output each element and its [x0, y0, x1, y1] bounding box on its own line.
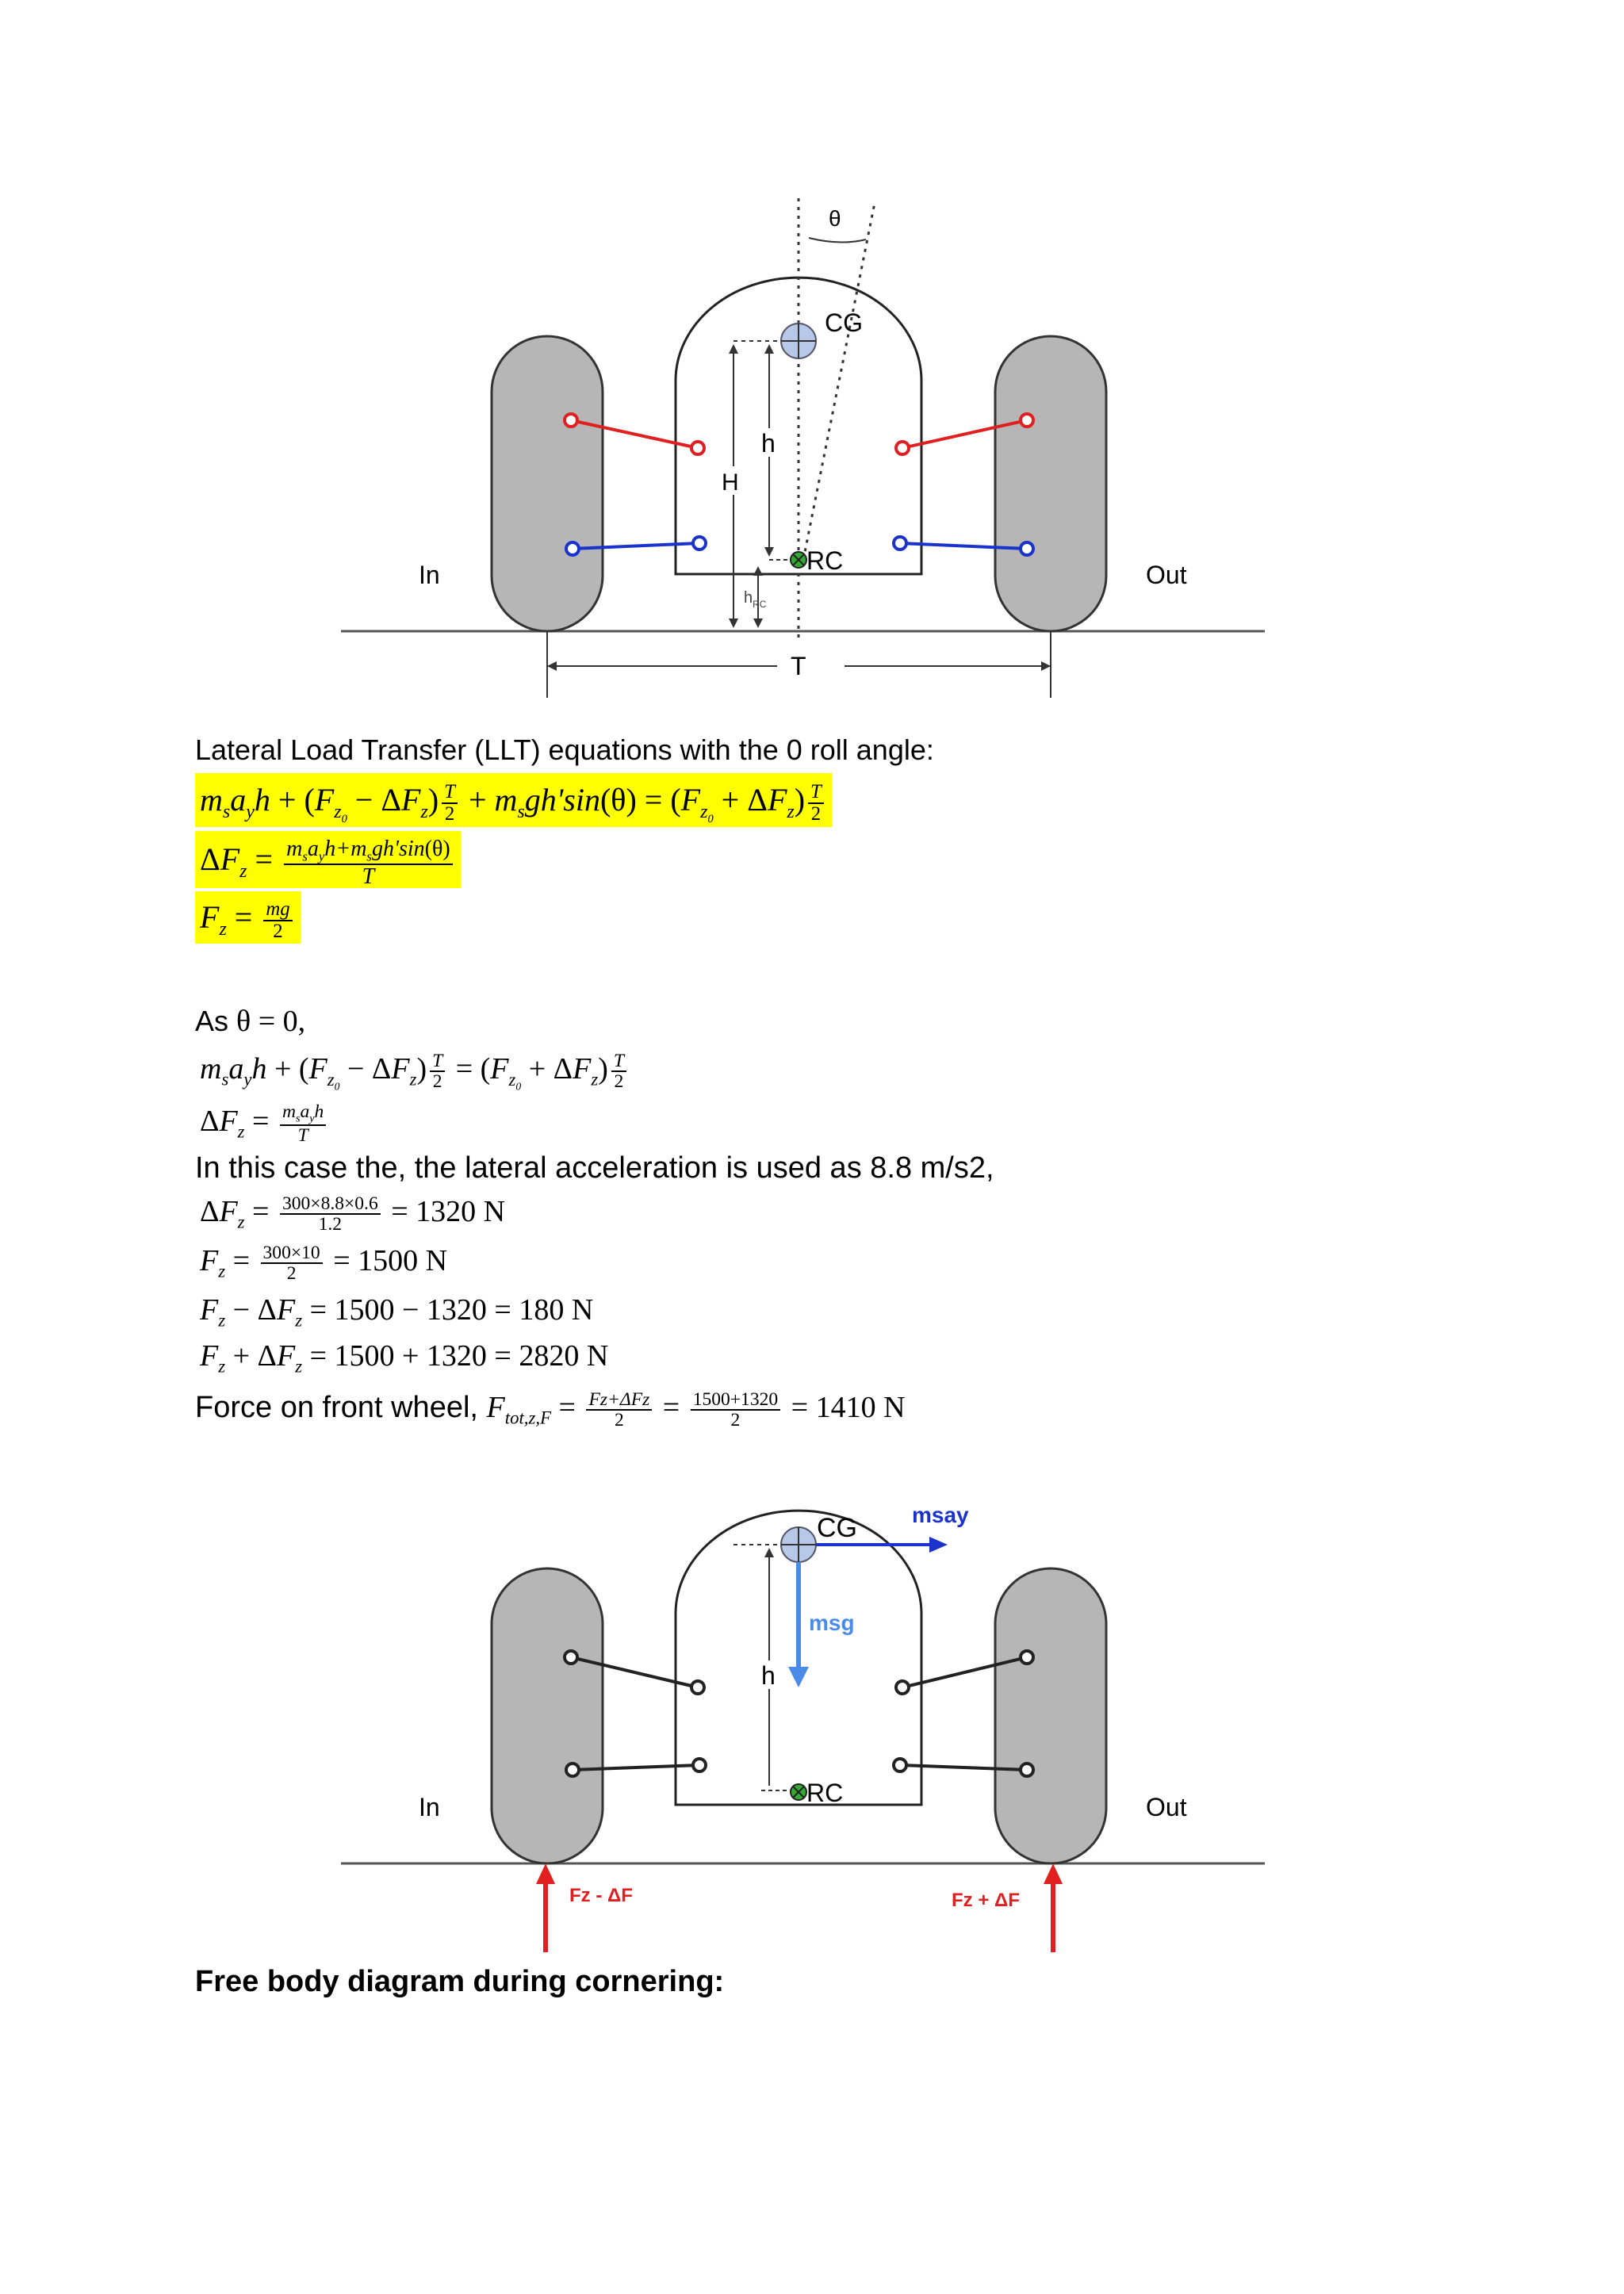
free-body-diagram [333, 1491, 1285, 1967]
rc-label: RC [806, 546, 844, 575]
fz-plus-label: Fz + ΔF [952, 1890, 1020, 1911]
joint [896, 442, 909, 454]
joint [896, 1681, 909, 1694]
H-label: H [722, 469, 739, 496]
hrc-label: $h_{RC}$ [744, 589, 767, 610]
joint [894, 1759, 906, 1771]
fz-minus-label: Fz - ΔF [569, 1885, 633, 1906]
fbd-caption: Free body diagram during cornering: [195, 1965, 725, 1998]
left-wheel [492, 336, 603, 631]
joint [1021, 1651, 1033, 1664]
cg-label: CG [817, 1513, 857, 1543]
msg-label: msg [809, 1610, 855, 1635]
out-label: Out [1146, 1793, 1187, 1821]
calc-fz-minus: $F_z - \Delta F_z = 1500 - 1320 = 180$ N [200, 1293, 594, 1331]
equation-delta-fz-simple: $\Delta F_z$ = $\frac{m_sa_yh}{T}$ [200, 1097, 329, 1145]
equation-fz: $F_z$ = $\frac{mg}{2}$ [195, 891, 301, 944]
llt-heading: Lateral Load Transfer (LLT) equations with the 0 roll angle: [195, 733, 934, 766]
joint [691, 1681, 704, 1694]
in-label: In [419, 1793, 440, 1821]
joint [1021, 1764, 1033, 1776]
right-wheel [995, 336, 1106, 631]
joint [693, 537, 706, 550]
right-wheel [995, 1568, 1106, 1863]
joint [691, 442, 704, 454]
joint [1021, 542, 1033, 555]
cg-label: CG [825, 308, 863, 337]
joint [566, 542, 579, 555]
rc-label: RC [806, 1779, 844, 1807]
h-label: h [761, 429, 776, 458]
calc-delta-fz: $\Delta F_z$ = $\frac{300\times 8.8\times 0.6}{1.2}$ = 1320 N [200, 1193, 506, 1235]
joint [693, 1759, 706, 1771]
joint [565, 1651, 577, 1664]
out-label: Out [1146, 561, 1187, 589]
equation-delta-fz: $\Delta F_z$ = $\frac{m_sa_yh+m_sgh'\sin(\theta)}{T}$ [195, 831, 461, 888]
track-label: T [791, 652, 806, 680]
lateral-acceleration-text: In this case the, the lateral acceleration is used as 8.8 m/s2, [195, 1151, 994, 1185]
as-theta-line: As θ = 0, [195, 1005, 306, 1038]
suspension-diagram-roll [333, 190, 1285, 714]
msay-label: msay [912, 1503, 969, 1527]
equation-llt-full: $m_sa_yh + (F_{z_0} - \Delta F_z)$ $\frac{T}{2}$ + $m_sgh'\sin(\theta) = (F_{z_0} + \Delta F_z)$ $\frac{T}{2}$ [195, 773, 832, 827]
joint [894, 537, 906, 550]
left-wheel [492, 1568, 603, 1863]
calc-fz-plus: $F_z + \Delta F_z = 1500 + 1320 = 2820$ N [200, 1339, 609, 1377]
in-label: In [419, 561, 440, 589]
h-label: h [761, 1661, 776, 1690]
calc-fz: $F_z$ = $\frac{300\times 10}{2}$ = 1500 N [200, 1242, 448, 1285]
joint [1021, 414, 1033, 427]
joint [565, 414, 577, 427]
theta-label: θ [829, 206, 841, 231]
equation-llt-zero-roll: $m_sa_yh + (F_{z_0} - \Delta F_z)$ $\frac{T}{2}$ = $(F_{z_0} + \Delta F_z)$ $\frac{T}{2}$ [200, 1047, 630, 1091]
force-front-wheel-line: Force on front wheel, $F_{tot,z,F}$ = $\frac{\text{Fz+ΔFz}}{2}$ = $\frac{1500+1320}{2}$ = 1410 N [195, 1388, 906, 1431]
joint [566, 1764, 579, 1776]
